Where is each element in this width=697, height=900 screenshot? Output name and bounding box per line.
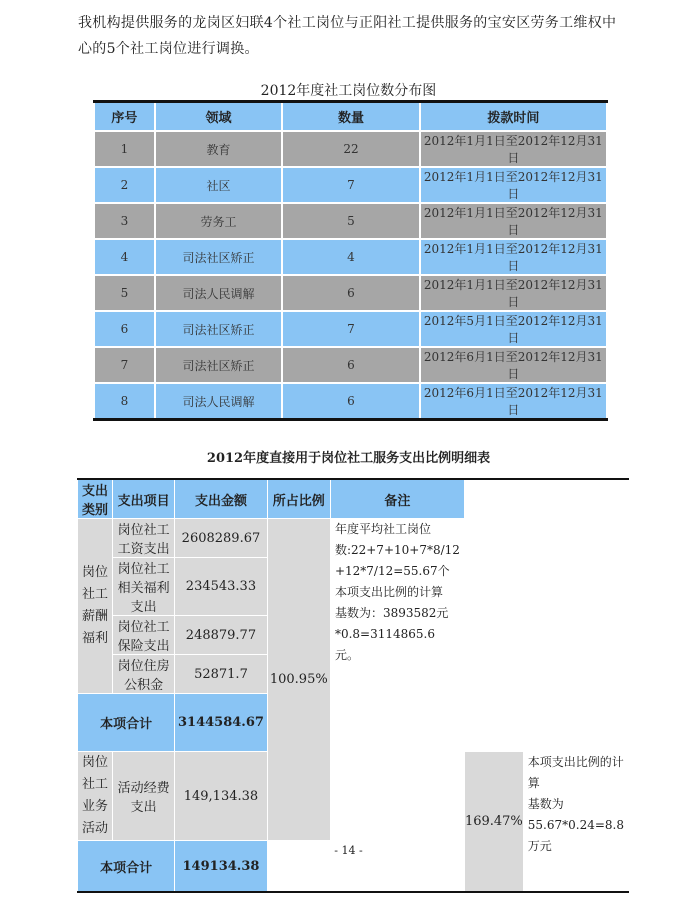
cell-field: 劳务工 [155,203,282,239]
item-amount: 149,134.38 [175,752,267,841]
cell-count: 4 [282,239,419,275]
cell-no: 4 [94,239,155,275]
note-line: 元。 [334,648,359,662]
item-name: 岗位社工相关福利支出 [112,558,174,616]
cell-no: 1 [94,131,155,167]
cell-no: 3 [94,203,155,239]
header-period: 拨款时间 [420,102,607,132]
cell-field: 司法人民调解 [155,275,282,311]
cell-count: 6 [282,275,419,311]
header-note: 备注 [330,479,464,519]
header-amount: 支出金额 [175,479,267,519]
note-line: 本项支出比例的计算 [334,585,443,599]
note-line: 本项支出比例的计算 [527,755,624,790]
note-line: 基数为 [527,797,564,811]
table-row [94,275,607,311]
subtotal-label: 本项合计 [78,841,175,893]
header-count: 数量 [282,102,419,132]
cell-count: 6 [282,347,419,383]
header-category: 支出类别 [78,479,113,519]
note-line: 55.67*0.24=8.8万元 [527,818,624,853]
cell-period: 2012年6月1日至2012年12月31日 [420,383,607,420]
table-row [94,311,607,347]
cell-count: 7 [282,167,419,203]
item-amount: 2608289.67 [175,519,267,558]
cell-no: 2 [94,167,155,203]
intro-line-1: 我机构提供服务的龙岗区妇联4个社工岗位与正阳社工提供服务的宝安区劳务工维权中 [78,15,617,31]
cell-field: 司法社区矫正 [155,239,282,275]
table-row [94,167,607,203]
cell-period: 2012年1月1日至2012年12月31日 [420,131,607,167]
note-line: 年度平均社工岗位 [334,522,431,536]
table2-caption: 2012年度直接用于岗位社工服务支出比例明细表 [206,451,491,466]
page-number: - 14 - [334,844,363,857]
cell-period: 2012年6月1日至2012年12月31日 [420,347,607,383]
item-amount: 234543.33 [175,558,267,616]
expense-ratio-table [77,478,629,893]
item-name: 活动经费支出 [112,752,174,841]
table-row [78,519,629,558]
table-header-row [78,479,629,519]
category-activity: 岗位社工业务活动 [78,752,113,841]
note-line: 基数为：3893582元 [334,606,449,620]
cell-no: 6 [94,311,155,347]
cell-no: 5 [94,275,155,311]
item-name: 岗位社工工资支出 [112,519,174,558]
cell-field: 司法社区矫正 [155,347,282,383]
header-field: 领域 [155,102,282,132]
cell-count: 22 [282,131,419,167]
subtotal-amount: 3144584.67 [175,694,267,752]
table1-caption: 2012年度社工岗位数分布图 [260,83,437,99]
cell-count: 7 [282,311,419,347]
subtotal-amount: 149134.38 [175,841,267,893]
cell-no: 8 [94,383,155,420]
table-row [94,239,607,275]
note-group1 [330,519,464,841]
note-group2 [523,752,628,893]
cell-period: 2012年1月1日至2012年12月31日 [420,203,607,239]
cell-period: 2012年5月1日至2012年12月31日 [420,311,607,347]
note-line: +12*7/12=55.67个 [334,564,450,578]
header-item: 支出项目 [112,479,174,519]
cell-no: 7 [94,347,155,383]
item-name: 岗位住房公积金 [112,655,174,694]
intro-line-2: 心的5个社工岗位进行调换。 [78,41,259,57]
cell-count: 6 [282,383,419,420]
cell-field: 司法社区矫正 [155,311,282,347]
item-name: 岗位社工保险支出 [112,616,174,655]
cell-period: 2012年1月1日至2012年12月31日 [420,167,607,203]
cell-period: 2012年1月1日至2012年12月31日 [420,275,607,311]
cell-field: 司法人民调解 [155,383,282,420]
note-line: *0.8=3114865.6 [334,627,435,641]
table-row [94,203,607,239]
table-row [94,383,607,420]
ratio-group2: 169.47% [464,752,523,893]
intro-paragraph [78,10,638,62]
cell-field: 社区 [155,167,282,203]
cell-field: 教育 [155,131,282,167]
subtotal-label: 本项合计 [78,694,175,752]
category-salary: 岗位社工薪酬福利 [78,519,113,694]
table-header-row [94,102,607,132]
header-ratio: 所占比例 [267,479,330,519]
table-row [94,131,607,167]
table-row [94,347,607,383]
cell-count: 5 [282,203,419,239]
item-amount: 52871.7 [175,655,267,694]
post-distribution-table [93,100,608,421]
cell-period: 2012年1月1日至2012年12月31日 [420,239,607,275]
header-no: 序号 [94,102,155,132]
note-line: 数:22+7+10+7*8/12 [334,543,460,557]
item-amount: 248879.77 [175,616,267,655]
ratio-group1: 100.95% [267,519,330,841]
